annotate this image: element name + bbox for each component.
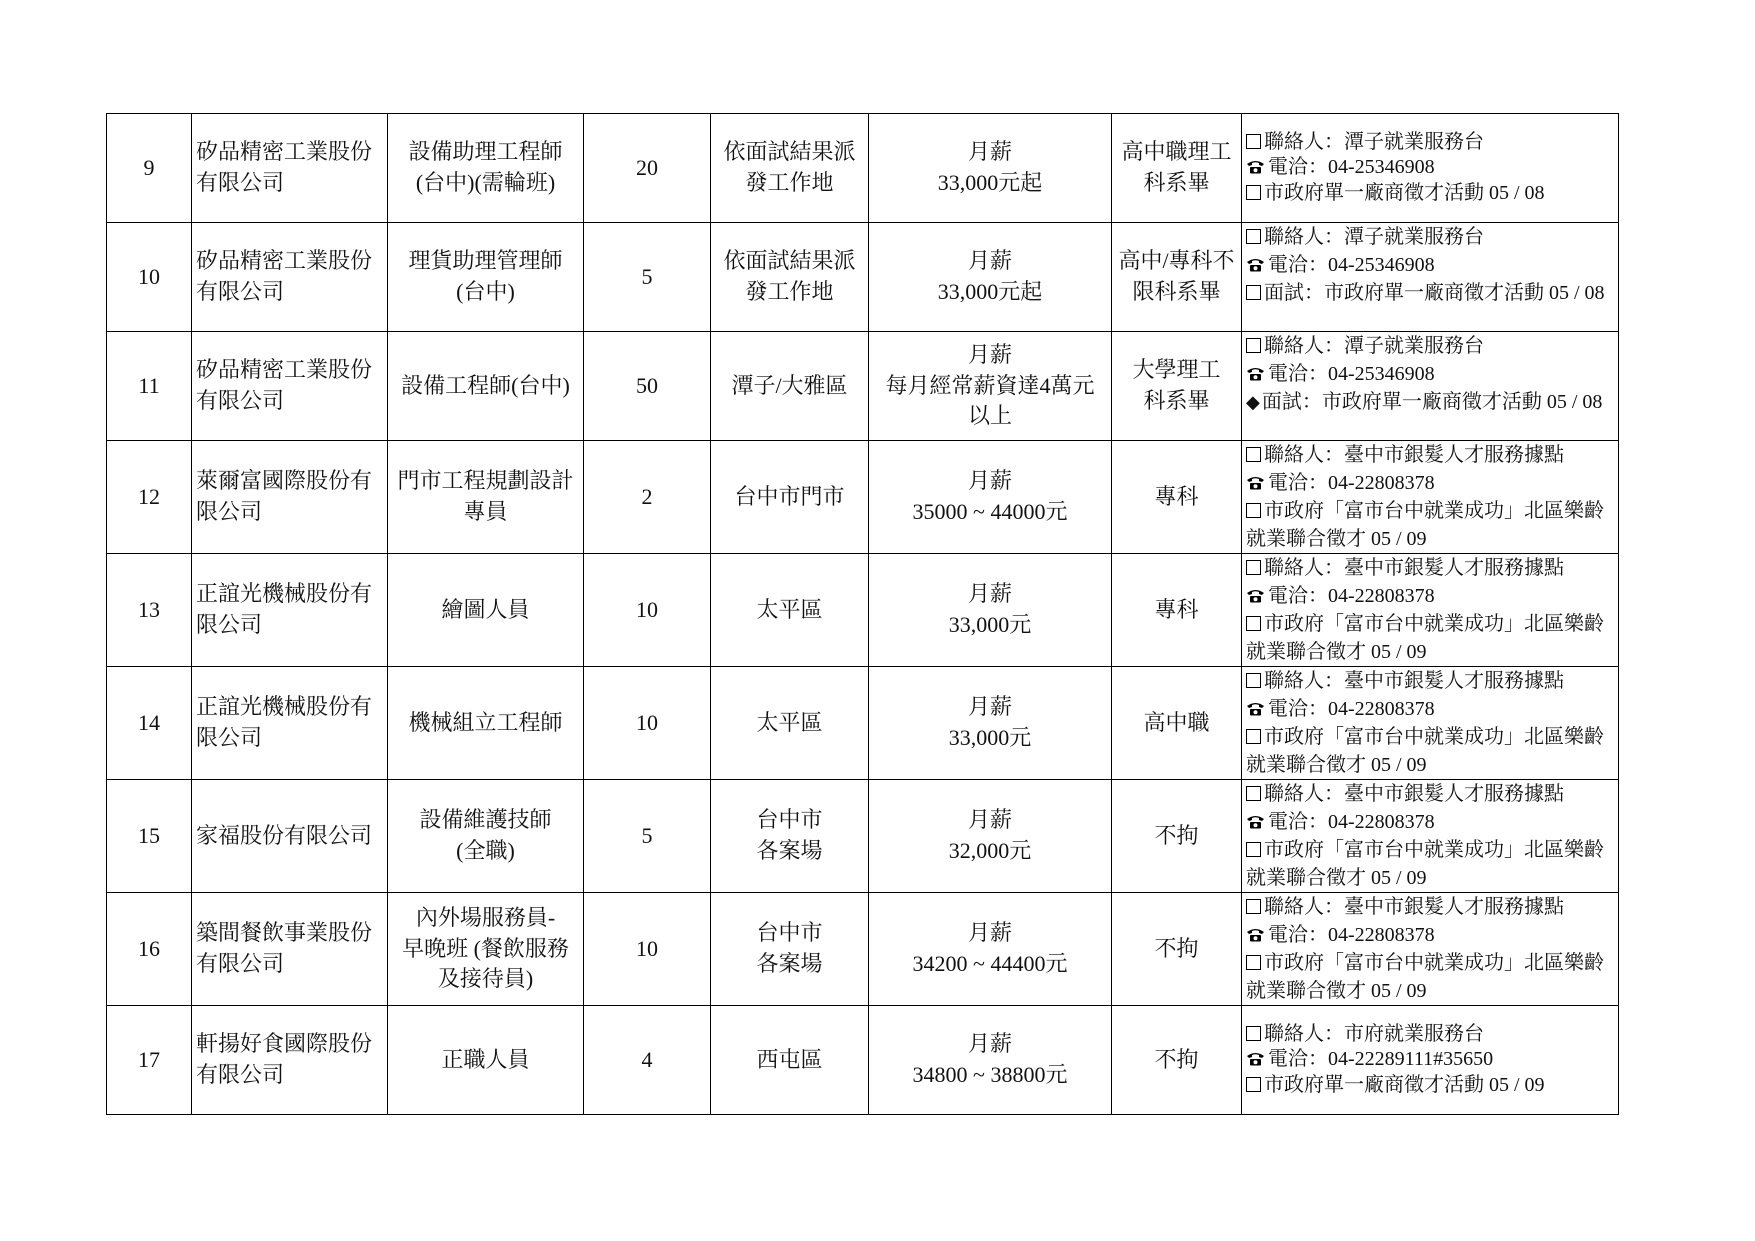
headcount-cell: 10: [584, 893, 711, 1006]
contact-text: 電洽：04-25346908: [1268, 156, 1435, 179]
education-line: 科系畢: [1143, 388, 1210, 413]
education-line: 不拘: [1154, 935, 1199, 961]
contact-text: 市政府單一廠商徵才活動 05 / 09: [1264, 1073, 1545, 1096]
salary-line: 33,000元起: [937, 170, 1043, 195]
position-line: (台中): [456, 279, 515, 304]
headcount-cell: 5: [584, 223, 711, 332]
position-line: 及接待員): [437, 966, 534, 992]
headcount-cell: 2: [584, 441, 711, 554]
contact-text: 電洽：04-22808378: [1268, 585, 1435, 607]
salary-line: 月薪: [967, 341, 1012, 367]
education-line: 限科系畢: [1132, 279, 1221, 304]
location-cell: [711, 780, 869, 893]
table-row: [107, 893, 1619, 1006]
contact-line: [1246, 836, 1618, 892]
contact-text: 電洽：04-22808378: [1268, 811, 1435, 833]
salary-line: 月薪: [967, 468, 1012, 494]
contact-line: [1246, 582, 1618, 610]
headcount-cell: 50: [584, 332, 711, 441]
location-line: 太平區: [756, 709, 823, 735]
education-line: 高中/專科不: [1118, 248, 1235, 274]
position-cell: [388, 223, 584, 332]
education-line: 高中職: [1143, 709, 1210, 735]
table-row: [107, 114, 1619, 223]
education-cell: [1112, 667, 1242, 780]
salary-line: 34800 ~ 38800元: [912, 1062, 1068, 1087]
contact-text: 面試：市政府單一廠商徵才活動 05 / 08: [1264, 282, 1605, 304]
table-row: [107, 780, 1619, 893]
checkbox-icon: [1246, 673, 1261, 688]
contact-line: [1246, 181, 1618, 207]
position-cell: [388, 332, 584, 441]
checkbox-icon: [1246, 955, 1261, 970]
contact-line: [1246, 921, 1618, 949]
position-line: 設備維護技師: [419, 807, 552, 833]
row-number-cell: 16: [107, 893, 192, 1006]
position-line: 理貨助理管理師: [408, 248, 563, 274]
phone-icon: [1246, 1048, 1265, 1063]
education-cell: [1112, 893, 1242, 1006]
salary-cell: [869, 893, 1112, 1006]
education-line: 高中職理工: [1121, 139, 1232, 165]
location-line: 台中市: [756, 920, 823, 946]
headcount-cell: 10: [584, 667, 711, 780]
contact-text: 電洽：04-22289111#35650: [1268, 1048, 1494, 1071]
contact-cell: [1242, 554, 1619, 667]
table-row: [107, 223, 1619, 332]
contact-line: [1246, 251, 1618, 279]
position-cell: [388, 667, 584, 780]
contact-text: 電洽：04-25346908: [1268, 363, 1435, 385]
position-line: 繪圖人員: [441, 596, 530, 622]
salary-line: 月薪: [967, 1031, 1012, 1057]
phone-icon: [1246, 361, 1265, 376]
salary-cell: [869, 114, 1112, 223]
checkbox-icon: [1246, 729, 1261, 744]
row-number-cell: 15: [107, 780, 192, 893]
position-cell: [388, 1006, 584, 1115]
phone-icon: [1246, 696, 1265, 711]
contact-text: 電洽：04-22808378: [1268, 472, 1435, 494]
company-cell: 矽品精密工業股份有限公司: [192, 114, 388, 223]
location-cell: [711, 332, 869, 441]
headcount-cell: 20: [584, 114, 711, 223]
contact-text: 市政府「富市台中就業成功」北區樂齡就業聯合徵才 05 / 09: [1246, 726, 1604, 776]
location-cell: [711, 667, 869, 780]
salary-line: 每月經常薪資達4萬元: [885, 372, 1095, 398]
checkbox-icon: [1246, 229, 1261, 244]
phone-icon: [1246, 156, 1265, 171]
contact-cell: [1242, 1006, 1619, 1115]
position-cell: [388, 114, 584, 223]
location-cell: [711, 441, 869, 554]
education-line: 專科: [1154, 596, 1199, 622]
location-line: 潭子/大雅區: [731, 372, 848, 398]
contact-text: 聯絡人：潭子就業服務台: [1264, 335, 1484, 357]
contact-text: 聯絡人：臺中市銀髮人才服務據點: [1264, 444, 1564, 466]
position-line: (台中)(需輪班): [415, 170, 556, 195]
position-line: 機械組立工程師: [408, 709, 563, 735]
education-cell: [1112, 223, 1242, 332]
contact-line: [1246, 279, 1618, 307]
row-number-cell: 12: [107, 441, 192, 554]
contact-line: [1246, 949, 1618, 1005]
checkbox-icon: [1246, 842, 1261, 857]
location-line: 太平區: [756, 596, 823, 622]
contact-line: [1246, 1073, 1618, 1099]
contact-line: [1246, 780, 1618, 808]
checkbox-icon: [1246, 786, 1261, 801]
contact-cell: [1242, 332, 1619, 441]
position-line: 正職人員: [441, 1046, 530, 1072]
contact-cell: [1242, 223, 1619, 332]
salary-line: 34200 ~ 44400元: [912, 951, 1068, 976]
contact-line: [1246, 610, 1618, 666]
checkbox-icon: [1246, 503, 1261, 518]
salary-cell: [869, 780, 1112, 893]
row-number-cell: 14: [107, 667, 192, 780]
contact-cell: [1242, 667, 1619, 780]
position-line: 內外場服務員-: [415, 904, 556, 930]
contact-cell: [1242, 780, 1619, 893]
contact-text: 市政府「富市台中就業成功」北區樂齡就業聯合徵才 05 / 09: [1246, 500, 1604, 550]
contact-text: 聯絡人：潭子就業服務台: [1264, 130, 1484, 153]
location-line: 台中市: [756, 807, 823, 833]
location-line: 依面試結果派: [723, 248, 856, 274]
contact-cell: [1242, 893, 1619, 1006]
contact-text: 市政府「富市台中就業成功」北區樂齡就業聯合徵才 05 / 09: [1246, 613, 1604, 663]
position-line: 早晚班 (餐飲服務: [402, 935, 569, 961]
contact-text: 電洽：04-22808378: [1268, 698, 1435, 720]
location-line: 各案場: [756, 838, 823, 863]
contact-line: [1246, 667, 1618, 695]
company-cell: 正誼光機械股份有限公司: [192, 554, 388, 667]
row-number-cell: 17: [107, 1006, 192, 1115]
contact-text: 電洽：04-22808378: [1268, 924, 1435, 946]
salary-line: 月薪: [967, 248, 1012, 274]
position-cell: [388, 780, 584, 893]
contact-line: [1246, 360, 1618, 388]
position-line: 設備助理工程師: [408, 139, 563, 165]
contact-cell: [1242, 441, 1619, 554]
phone-icon: [1246, 922, 1265, 937]
location-line: 發工作地: [745, 170, 834, 195]
row-number-cell: 10: [107, 223, 192, 332]
contact-text: 聯絡人：臺中市銀髮人才服務據點: [1264, 896, 1564, 918]
job-table-body: [107, 114, 1619, 1115]
checkbox-icon: [1246, 185, 1261, 200]
contact-line: [1246, 695, 1618, 723]
row-number-cell: 13: [107, 554, 192, 667]
contact-text: 聯絡人：潭子就業服務台: [1264, 226, 1484, 248]
location-cell: [711, 1006, 869, 1115]
contact-line: [1246, 723, 1618, 779]
checkbox-icon: [1246, 134, 1261, 149]
company-cell: 矽品精密工業股份有限公司: [192, 332, 388, 441]
salary-cell: [869, 1006, 1112, 1115]
contact-text: 聯絡人：臺中市銀髮人才服務據點: [1264, 783, 1564, 805]
location-line: 發工作地: [745, 279, 834, 304]
education-cell: [1112, 114, 1242, 223]
location-cell: [711, 554, 869, 667]
contact-line: [1246, 469, 1618, 497]
salary-line: 33,000元: [948, 612, 1032, 637]
contact-line: [1246, 130, 1618, 156]
location-line: 各案場: [756, 951, 823, 976]
location-line: 台中市門市: [734, 483, 845, 509]
row-number-cell: 11: [107, 332, 192, 441]
contact-line: [1246, 1047, 1618, 1073]
location-line: 西屯區: [756, 1046, 823, 1072]
education-line: 大學理工: [1132, 357, 1221, 383]
education-cell: [1112, 332, 1242, 441]
checkbox-icon: [1246, 1077, 1261, 1092]
headcount-cell: 10: [584, 554, 711, 667]
contact-text: 聯絡人：市府就業服務台: [1264, 1022, 1484, 1045]
contact-text: 市政府「富市台中就業成功」北區樂齡就業聯合徵才 05 / 09: [1246, 839, 1604, 889]
salary-line: 32,000元: [948, 838, 1032, 863]
position-line: 門市工程規劃設計: [397, 468, 574, 494]
contact-line: [1246, 388, 1618, 416]
contact-line: [1246, 554, 1618, 582]
position-cell: [388, 554, 584, 667]
contact-text: 電洽：04-25346908: [1268, 254, 1435, 276]
table-row: [107, 667, 1619, 780]
location-cell: [711, 223, 869, 332]
contact-line: [1246, 893, 1618, 921]
row-number-cell: 9: [107, 114, 192, 223]
checkbox-icon: [1246, 285, 1261, 300]
education-line: 專科: [1154, 483, 1199, 509]
contact-line: [1246, 332, 1618, 360]
contact-line: [1246, 1022, 1618, 1048]
phone-icon: [1246, 809, 1265, 824]
phone-icon: [1246, 252, 1265, 267]
education-cell: [1112, 1006, 1242, 1115]
company-cell: 軒揚好食國際股份有限公司: [192, 1006, 388, 1115]
phone-icon: [1246, 470, 1265, 485]
salary-cell: [869, 223, 1112, 332]
position-line: 設備工程師(台中): [401, 372, 570, 398]
salary-line: 以上: [967, 403, 1012, 429]
table-row: [107, 554, 1619, 667]
company-cell: 家福股份有限公司: [192, 780, 388, 893]
salary-line: 月薪: [967, 581, 1012, 607]
contact-line: [1246, 497, 1618, 553]
headcount-cell: 5: [584, 780, 711, 893]
salary-cell: [869, 667, 1112, 780]
salary-line: 35000 ~ 44000元: [912, 499, 1068, 524]
company-cell: 築間餐飲事業股份有限公司: [192, 893, 388, 1006]
table-row: [107, 332, 1619, 441]
contact-line: [1246, 155, 1618, 181]
salary-cell: [869, 441, 1112, 554]
education-cell: [1112, 554, 1242, 667]
location-cell: [711, 114, 869, 223]
diamond-bullet-icon: ◆: [1246, 392, 1260, 412]
checkbox-icon: [1246, 447, 1261, 462]
salary-line: 33,000元起: [937, 279, 1043, 304]
company-cell: 萊爾富國際股份有限公司: [192, 441, 388, 554]
contact-text: 面試：市政府單一廠商徵才活動 05 / 08: [1261, 391, 1603, 413]
contact-text: 市政府「富市台中就業成功」北區樂齡就業聯合徵才 05 / 09: [1246, 952, 1604, 1002]
checkbox-icon: [1246, 616, 1261, 631]
contact-cell: [1242, 114, 1619, 223]
contact-text: 聯絡人：臺中市銀髮人才服務據點: [1264, 557, 1564, 579]
position-line: 專員: [463, 499, 508, 524]
contact-text: 市政府單一廠商徵才活動 05 / 08: [1264, 181, 1545, 204]
salary-cell: [869, 332, 1112, 441]
headcount-cell: 4: [584, 1006, 711, 1115]
salary-line: 月薪: [967, 694, 1012, 720]
education-line: 不拘: [1154, 1046, 1199, 1072]
position-cell: [388, 893, 584, 1006]
table-row: [107, 1006, 1619, 1115]
salary-cell: [869, 554, 1112, 667]
salary-line: 月薪: [967, 920, 1012, 946]
education-line: 不拘: [1154, 822, 1199, 848]
checkbox-icon: [1246, 1026, 1261, 1041]
company-cell: 矽品精密工業股份有限公司: [192, 223, 388, 332]
checkbox-icon: [1246, 899, 1261, 914]
salary-line: 月薪: [967, 139, 1012, 165]
location-cell: [711, 893, 869, 1006]
education-cell: [1112, 441, 1242, 554]
checkbox-icon: [1246, 560, 1261, 575]
contact-text: 聯絡人：臺中市銀髮人才服務據點: [1264, 670, 1564, 692]
education-line: 科系畢: [1143, 170, 1210, 195]
location-line: 依面試結果派: [723, 139, 856, 165]
position-cell: [388, 441, 584, 554]
job-listing-table: [106, 113, 1619, 1115]
company-cell: 正誼光機械股份有限公司: [192, 667, 388, 780]
contact-line: [1246, 223, 1618, 251]
table-row: [107, 441, 1619, 554]
salary-line: 月薪: [967, 807, 1012, 833]
education-cell: [1112, 780, 1242, 893]
checkbox-icon: [1246, 338, 1261, 353]
phone-icon: [1246, 583, 1265, 598]
salary-line: 33,000元: [948, 725, 1032, 750]
position-line: (全職): [456, 838, 515, 863]
contact-line: [1246, 441, 1618, 469]
contact-line: [1246, 808, 1618, 836]
